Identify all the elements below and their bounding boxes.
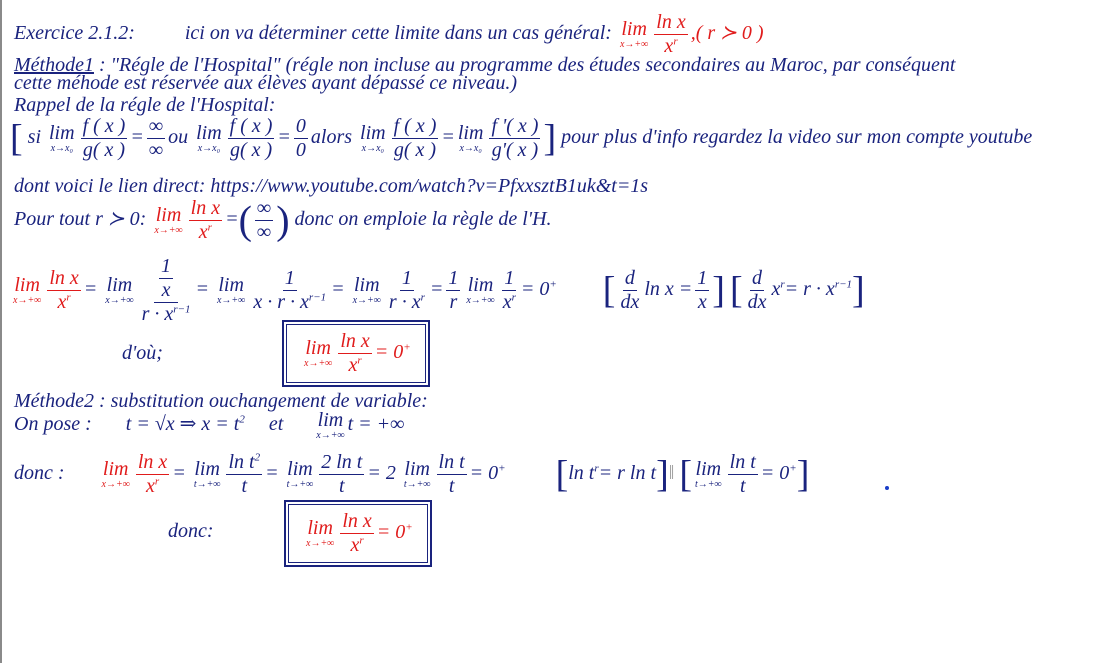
step1-line: Pour tout r ≻ 0: lim x→+∞ $\frac{\text{ln x}}{x^r}$ =( $\frac{\infty}{\infty}$ ) donc on emploie la règle de l'H. bbox=[14, 197, 552, 243]
method1-note2: cette méhode est réservée aux élèves ayant dépassé ce niveau.) bbox=[14, 72, 518, 94]
exercise-label: Exercice 2.1.2: bbox=[14, 22, 135, 45]
exercise-line bbox=[14, 12, 764, 57]
donc-label: donc: bbox=[168, 520, 214, 542]
result-box-2: lim x→+∞ $\frac{\text{ln x}}{x^r}$ = 0+ bbox=[284, 500, 432, 567]
on-pose-line: On pose : t = √x ⇒ $x = t^2$ et lim x→+∞ t = +∞ bbox=[14, 409, 405, 441]
method2-derivation: donc : lim x→+∞ $\frac{\text{ln x}}{x^r}$ = lim t→+∞ $\frac{\ln t^2}{t}$ = lim t→+∞ $\frac{\text{2 ln t}}{t}$ = 2 lim t→+∞ $\frac{\text{ln t}}{t}$ = 0+ [ln $t^r= r$ ln t]‖ [ lim t→+∞ $\frac{\text{ln t}}{t}$ = 0+] bbox=[14, 451, 810, 497]
rappel-heading: Rappel de la régle de l'Hospital: bbox=[14, 94, 276, 116]
method1-title: Méthode1 bbox=[14, 54, 94, 76]
exercise-intro: ici on va déterminer cette limite dans un cas général: bbox=[184, 22, 612, 45]
method2-title: Méthode2 : substitution ouchangement de variable: bbox=[14, 390, 428, 412]
method1-note1: (régle non incluse au programme des études secondaires au Maroc, par conséquent bbox=[280, 54, 956, 76]
hospital-rule: [ si lim x→x₀ $\frac{f ( x )}{g( x )}$ = $\frac{\infty}{\infty}$ ou lim x→x₀ $\frac{f ( x )}{g( x )}$ = $\frac{0}{0}$ alors lim x→x₀ $\frac{f ( x )}{g( x )}$ = lim x→x₀ $\frac{f '( x )}{g'( x )}$ ] pour plus d'info regardez la video sur mon compte youtube bbox=[10, 115, 1033, 161]
method1-name: "Régle de l'Hospital" bbox=[110, 54, 281, 76]
info-text: pour plus d'info regardez la video sur mon compte youtube bbox=[561, 126, 1033, 149]
dou-label: d'où; bbox=[122, 342, 163, 364]
window-edge bbox=[0, 0, 2, 663]
method1-line: Méthode1 : "Régle de l'Hospital" (régle non incluse au programme des études secondaires au Maroc, par conséquent bbox=[14, 54, 956, 76]
exercise-limit: lim x→+∞ $\frac{\text{ln x}}{x^r}$ ,( r ≻ 0 ) bbox=[619, 11, 764, 57]
derivation-line: lim x→+∞ $\frac{\text{ln x}}{x^r}$ = lim x→+∞ $\frac{\frac{1}{x}}{r \cdot x^{r-1}}$ = lim x→+∞ $\frac{1}{x \cdot r \cdot x^{r-1}}$ = lim x→+∞ $\frac{1}{r \cdot x^r}$ = $\frac{1}{r}$ lim x→+∞ $\frac{1}{x^r}$ = 0+ [ $\frac{d}{dx}$ ln x = $\frac{1}{x}$ ] [ $\frac{d}{dx}$ $x^r= r \cdot x^{r-1}$] bbox=[13, 255, 865, 325]
result-box-1: lim x→+∞ $\frac{\text{ln x}}{x^r}$ = 0+ bbox=[282, 320, 430, 387]
youtube-link-line: dont voici le lien direct: https://www.youtube.com/watch?v=PfxxsztB1uk&t=1s bbox=[14, 175, 649, 197]
cursor-dot bbox=[885, 486, 889, 490]
